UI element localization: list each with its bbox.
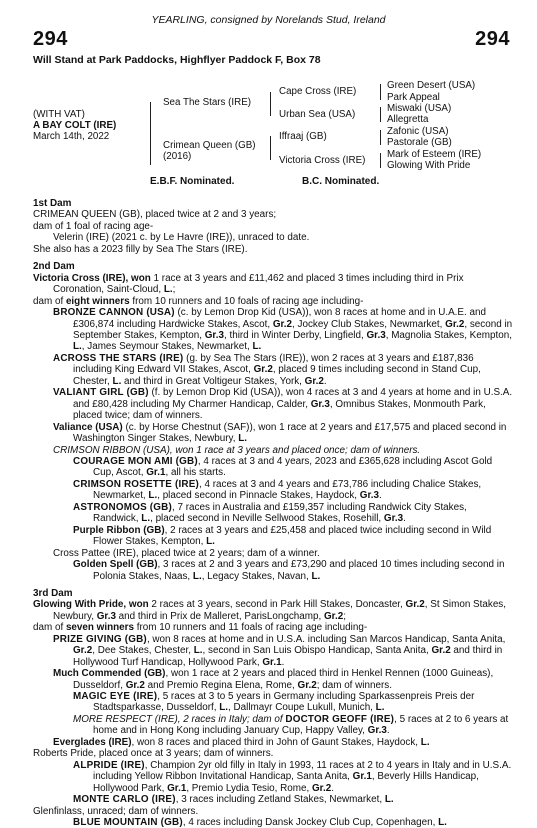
- first-dam-line: CRIMEAN QUEEN (GB), placed twice at 2 and 3 years;: [33, 209, 277, 221]
- pedigree-table: [0, 0, 537, 200]
- produce-golden-spell: Golden Spell (GB), 3 races at 2 and 3 years and £73,290 and placed 10 times including second in Polonia Stakes, Naas, L., Legacy Stakes, Navan, L.: [73, 559, 505, 582]
- produce-crimson-ribbon: CRIMSON RIBBON (USA), won 1 race at 3 years and placed once; dam of winners.: [53, 444, 421, 456]
- produce-purple-ribbon: Purple Ribbon (GB), 2 races at 3 years and £25,458 and placed twice including second in Wild Flower Stakes, Kempton, L.: [73, 524, 492, 548]
- lot-number-left: 294: [33, 28, 68, 50]
- brace-dd: [380, 153, 381, 168]
- produce-valiance: Valiance (USA) (c. by Horse Chestnut (SAF)), won 1 race at 2 years and £17,575 and placed second in Washington Singer Stakes, Newbury, L.: [53, 421, 507, 445]
- sd-dam: Allegretta: [387, 114, 429, 125]
- dd-sire: Mark of Esteem (IRE): [387, 149, 482, 160]
- produce-across-the-stars: ACROSS THE STARS (IRE) (g. by Sea The Stars (IRE)), won 2 races at 3 years and £187,836 including King Edward VII Stakes, Ascot, Gr.2, placed 9 times including second in Stand Cup, Chester, L. and third in Great Voltigeur Stakes, York, Gr.2.: [53, 352, 481, 387]
- produce-prize-giving: PRIZE GIVING (GB), won 8 races at home and in U.S.A. including San Marcos Handicap, Santa Anita, Gr.2, Dee Stakes, Chester, L., second in San Luis Obispo Handicap, Santa Anita, Gr.2 and third in Hollywood Turf Handicap, Hollywood Park, Gr.1.: [53, 633, 506, 668]
- brace-sd: [380, 107, 381, 122]
- dam-name: Crimean Queen (GB): [163, 140, 256, 151]
- brace-dam: [270, 136, 271, 160]
- brace-ds: [380, 130, 381, 145]
- third-dam-heading: 3rd Dam: [33, 587, 73, 599]
- produce-much-commended: Much Commended (GB), won 1 race at 2 years and placed third in Henkel Rennen (1000 Guineas), Dusseldorf, Gr.2 and Premio Regina Elena, Rome, Gr.2; dam of winners.: [53, 668, 494, 691]
- brace-sire: [270, 92, 271, 116]
- ss-dam: Park Appeal: [387, 92, 440, 103]
- third-dam-produce-intro: dam of seven winners from 10 runners and 11 foals of racing age including-: [33, 622, 368, 634]
- dam-dam: Victoria Cross (IRE): [279, 155, 366, 166]
- brace-ss: [380, 84, 381, 100]
- second-dam-heading: 2nd Dam: [33, 261, 75, 273]
- sire-name: Sea The Stars (IRE): [163, 97, 252, 108]
- produce-everglades: Everglades (IRE), won 8 races and placed third in John of Gaunt Stakes, Haydock, L.: [53, 736, 430, 748]
- produce-cross-pattee: Cross Pattee (IRE), placed twice at 2 years; dam of a winner.: [53, 547, 320, 559]
- produce-bronze-cannon: BRONZE CANNON (USA) (c. by Lemon Drop Kid (USA)), won 8 races at home and in U.A.E. and £306,874 including Hardwicke Stakes, Ascot, Gr.2, Jockey Club Stakes, Newmarket, Gr.2, second in September Stakes, Kempton, Gr.3, third in Winter Derby, Lingfield, Gr.3, Magnolia Stakes, Kempton, L., James Seymour Stakes, Newmarket, L.: [53, 307, 513, 353]
- produce-alpride: ALPRIDE (IRE), Champion 2yr old filly in Italy in 1993, 11 races at 2 to 4 years in Italy and in U.S.A. including Yellow Ribbon Invitational Handicap, Santa Anita, Gr.1, Beverly Hills Handicap, Hollywood Park, Gr.1, Premio Lydia Tesio, Rome, Gr.2.: [73, 759, 512, 794]
- ds-sire: Zafonic (USA): [387, 126, 449, 137]
- third-dam-record: Glowing With Pride, won 2 races at 3 years, second in Park Hill Stakes, Doncaster, Gr.2, St Simon Stakes, Newbury, Gr.3 and third in Prix de Malleret, ParisLongchamp, Gr.2;: [33, 599, 506, 622]
- second-dam-record: Victoria Cross (IRE), won 1 race at 3 years and £11,462 and placed 3 times including third in Prix Coronation, Saint-Cloud, L.;: [33, 272, 464, 296]
- first-dam-heading: 1st Dam: [33, 198, 72, 209]
- ds-dam: Pastorale (GB): [387, 137, 452, 148]
- ebf-nomination: E.B.F. Nominated.: [150, 176, 235, 187]
- produce-monte-carlo: MONTE CARLO (IRE), 3 races including Zetland Stakes, Newmarket, L.: [73, 794, 394, 806]
- sire-sire: Cape Cross (IRE): [279, 86, 357, 97]
- lot-number-right: 294: [475, 28, 510, 50]
- sire-dam: Urban Sea (USA): [279, 109, 356, 120]
- produce-courage-mon-ami: COURAGE MON AMI (GB), 4 races at 3 and 4 years, 2023 and £365,628 including Ascot Gold Cup, Ascot, Gr.1, all his starts.: [73, 455, 493, 479]
- consignment-line: YEARLING, consigned by Norelands Stud, Ireland: [151, 14, 386, 26]
- first-dam-produce-intro: dam of 1 foal of racing age-: [33, 220, 154, 232]
- produce-blue-mountain: BLUE MOUNTAIN (GB), 4 races including Dansk Jockey Club Cup, Copenhagen, L.: [73, 817, 447, 828]
- bc-nomination: B.C. Nominated.: [302, 176, 380, 187]
- sd-sire: Miswaki (USA): [387, 103, 452, 114]
- second-dam-produce-intro: dam of eight winners from 10 runners and 10 foals of racing age including-: [33, 295, 364, 307]
- produce-roberts-pride: Roberts Pride, placed once at 3 years; dam of winners.: [33, 748, 274, 760]
- produce-glenfinlass: Glenfinlass, unraced; dam of winners.: [33, 805, 199, 817]
- produce-crimson-rosette: CRIMSON ROSETTE (IRE), 4 races at 3 and 4 years and £73,786 including Chalice Stakes, Newmarket, L., placed second in Pinnacle Stakes, Haydock, Gr.3.: [73, 478, 482, 502]
- foaling-date: March 14th, 2022: [33, 131, 110, 142]
- brace-main: [150, 102, 151, 165]
- horse-name: A BAY COLT (IRE): [33, 120, 117, 131]
- produce-magic-eye: MAGIC EYE (IRE), 5 races at 3 to 5 years in Germany including Sparkassenpreis Preis der Stadtsparkasse, Dusseldorf, L., Dallmayr Coupe Lukull, Munich, L.: [73, 691, 475, 714]
- dam-year: (2016): [163, 151, 192, 162]
- ss-sire: Green Desert (USA): [387, 80, 476, 91]
- vat-label: (WITH VAT): [33, 109, 85, 120]
- catalogue-text: [33, 198, 513, 828]
- dam-sire: Iffraaj (GB): [279, 131, 327, 142]
- produce-more-respect: MORE RESPECT (IRE), 2 races in Italy; dam of DOCTOR GEOFF (IRE), 5 races at 2 to 6 years at home and in Hong Kong including January Cup, Happy Valley, Gr.3.: [73, 713, 509, 737]
- produce-valiant-girl: VALIANT GIRL (GB) (f. by Lemon Drop Kid (USA)), won 4 races at 3 and 4 years at home and in U.S.A. and £80,428 including My Charmer Handicap, Calder, Gr.3, Omnibus Stakes, Monmouth Park, placed twice; dam of winners.: [53, 387, 513, 422]
- first-dam-note: She also has a 2023 filly by Sea The Stars (IRE).: [33, 243, 248, 255]
- first-dam-produce-item: Velerin (IRE) (2021 c. by Le Havre (IRE)), unraced to date.: [53, 232, 310, 244]
- dd-dam: Glowing With Pride: [387, 160, 471, 171]
- produce-astronomos: ASTRONOMOS (GB), 7 races in Australia and £159,357 including Randwick City Stakes, Randwick, L., placed second in Neville Sellwood Stakes, Rosehill, Gr.3.: [73, 501, 467, 525]
- stand-location: Will Stand at Park Paddocks, Highflyer Paddock F, Box 78: [33, 54, 321, 66]
